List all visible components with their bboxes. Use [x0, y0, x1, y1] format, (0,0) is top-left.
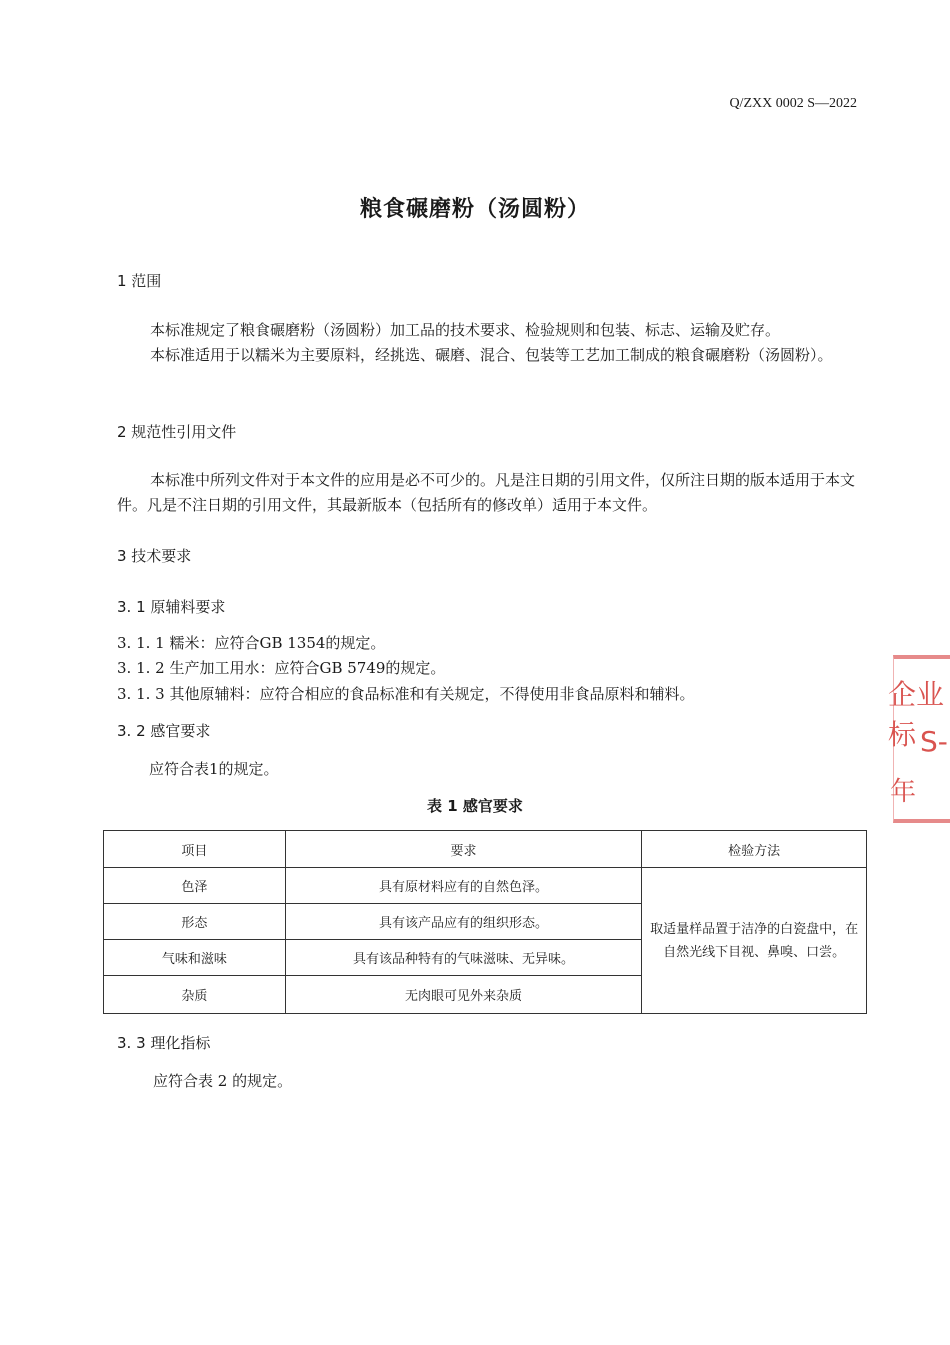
row-item: 形态 [104, 904, 286, 940]
stamp-line-3: 年 [890, 777, 917, 807]
section-3-3-text: 应符合表 2 的规定。 [153, 1072, 293, 1090]
sensory-requirements-table [103, 830, 867, 1014]
stamp-line-1: 企业标 [888, 678, 945, 751]
standard-code: Q/ZXX 0002 S—2022 [729, 96, 857, 111]
section-3-1-heading: 3. 1 原辅料要求 [117, 598, 226, 616]
document-title: 粮食碾磨粉（汤圆粉） [359, 197, 590, 222]
header-requirement: 要求 [285, 831, 642, 868]
section-1-paragraph-1: 本标准规定了粮食碾磨粉（汤圆粉）加工品的技术要求、检验规则和包装、标志、运输及贮存。 [150, 321, 781, 339]
section-3-2-text: 应符合表1的规定。 [149, 760, 279, 778]
table-header-row [104, 831, 867, 868]
section-3-1-1: 3. 1. 1 糯米：应符合GB 1354的规定。 [117, 634, 386, 652]
row-item: 色泽 [104, 868, 286, 904]
row-item: 气味和滋味 [104, 940, 286, 976]
company-stamp [888, 655, 950, 823]
row-requirement: 具有原材料应有的自然色泽。 [285, 868, 642, 904]
row-item: 杂质 [104, 976, 286, 1014]
row-requirement: 具有该品种特有的气味滋味、无异味。 [285, 940, 642, 976]
header-method: 检验方法 [642, 831, 867, 868]
section-3-3-heading: 3. 3 理化指标 [117, 1034, 211, 1052]
stamp-line-2: S- [920, 725, 948, 758]
row-requirement: 无肉眼可见外来杂质 [285, 976, 642, 1014]
section-3-1-2: 3. 1. 2 生产加工用水：应符合GB 5749的规定。 [117, 659, 446, 677]
section-3-1-3: 3. 1. 3 其他原辅料：应符合相应的食品标准和有关规定，不得使用非食品原料和辅料。 [117, 685, 695, 703]
section-2-heading: 2 规范性引用文件 [117, 423, 237, 441]
section-2-paragraph-1: 本标准中所列文件对于本文件的应用是必不可少的。凡是注日期的引用文件，仅所注日期的版本适用于本文件。凡是不注日期的引用文件，其最新版本（包括所有的修改单）适用于本文件。 [117, 471, 856, 514]
header-item: 项目 [104, 831, 286, 868]
row-requirement: 具有该产品应有的组织形态。 [285, 904, 642, 940]
table-1-caption: 表 1 感官要求 [427, 797, 523, 815]
section-1-paragraph-2: 本标准适用于以糯米为主要原料，经挑选、碾磨、混合、包装等工艺加工制成的粮食碾磨粉（汤圆粉）。 [150, 346, 833, 364]
inspection-method: 取适量样品置于洁净的白瓷盘中，在自然光线下目视、鼻嗅、口尝。 [642, 868, 867, 1014]
section-3-2-heading: 3. 2 感官要求 [117, 722, 211, 740]
table-row [104, 868, 867, 904]
section-3-heading: 3 技术要求 [117, 547, 192, 565]
section-1-heading: 1 范围 [117, 272, 162, 290]
